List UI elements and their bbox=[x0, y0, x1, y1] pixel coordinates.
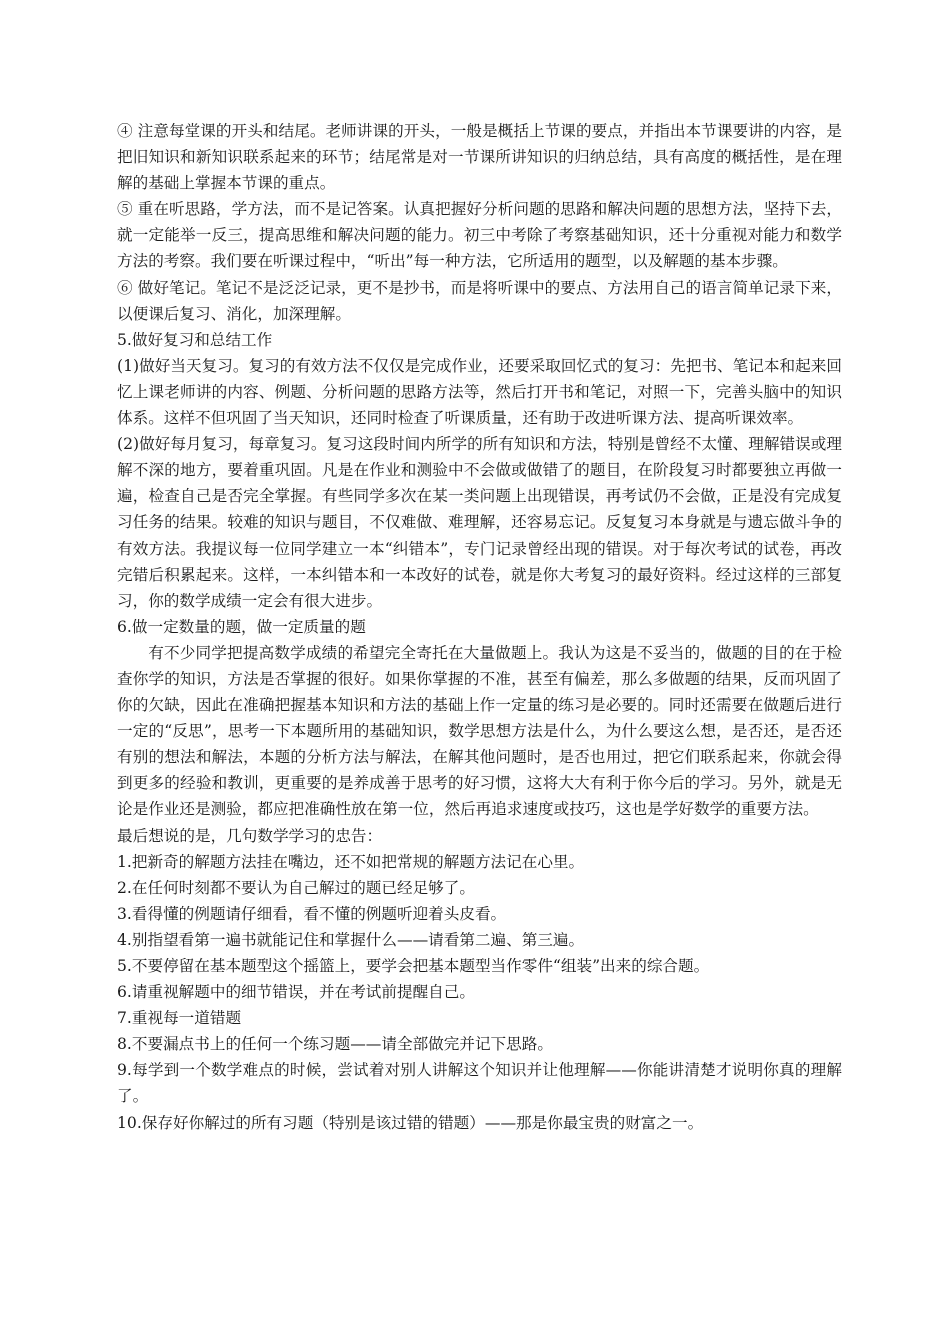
section-5-paragraph-1: (1)做好当天复习。复习的有效方法不仅仅是完成作业，还要采取回忆式的复习：先把书、笔记本和起来回忆上课老师讲的内容、例题、分析问题的思路方法等，然后打开书和笔记，对照一下，完善头脑中的知识体系。这样不但巩固了当天知识，还同时检查了听课质量，还有助于改进听课方法、提高听课效率。 bbox=[117, 356, 842, 428]
advice-item-2: 2.在任何时刻都不要认为自己解过的题已经足够了。 bbox=[117, 878, 475, 897]
advice-item-5: 5.不要停留在基本题型这个摇篮上，要学会把基本题型当作零件“组装”出来的综合题。 bbox=[117, 957, 710, 975]
tip-4-paragraph: ④ 注意每堂课的开头和结尾。老师讲课的开头，一般是概括上节课的要点，并指出本节课要讲的内容，是把旧知识和新知识联系起来的环节；结尾常是对一节课所讲知识的归纳总结，具有高度的概括性，是在理解的基础上掌握本节课的重点。 bbox=[117, 122, 842, 193]
advice-item-10: 10.保存好你解过的所有习题（特别是该过错的错题）——那是你最宝贵的财富之一。 bbox=[117, 1113, 704, 1132]
section-6-heading: 6.做一定数量的题，做一定质量的题 bbox=[117, 617, 366, 636]
advice-item-7: 7.重视每一道错题 bbox=[117, 1009, 242, 1028]
advice-intro: 最后想说的是，几句数学学习的忠告： bbox=[117, 826, 383, 845]
tip-5-paragraph: ⑤ 重在听思路，学方法，而不是记答案。认真把握好分析问题的思路和解决问题的思想方法，坚持下去，就一定能举一反三，提高思维和解决问题的能力。初三中考除了考察基础知识，还十分重视对能力和数学方法的考察。我们要在听课过程中，“听出”每一种方法，它所适用的题型，以及解题的基本步骤。 bbox=[117, 200, 842, 271]
section-5-heading: 5.做好复习和总结工作 bbox=[117, 330, 273, 349]
advice-item-6: 6.请重视解题中的细节错误，并在考试前提醒自己。 bbox=[117, 983, 475, 1002]
advice-item-9: 9.每学到一个数学难点的时候，尝试着对别人讲解这个知识并让他理解——你能讲清楚才说明你真的理解了。 bbox=[117, 1061, 842, 1106]
advice-item-1: 1.把新奇的解题方法挂在嘴边，还不如把常规的解题方法记在心里。 bbox=[117, 852, 585, 871]
advice-item-8: 8.不要漏点书上的任何一个练习题——请全部做完并记下思路。 bbox=[117, 1035, 553, 1054]
advice-item-3: 3.看得懂的例题请仔细看，看不懂的例题听迎着头皮看。 bbox=[117, 904, 507, 923]
section-5-paragraph-2: (2)做好每月复习，每章复习。复习这段时间内所学的所有知识和方法，特别是曾经不太懂、理解错误或理解不深的地方，要着重巩固。凡是在作业和测验中不会做或做错了的题目，在阶段复习时都要独立再做一遍，检查自己是否完全掌握。有些同学多次在某一类问题上出现错误，再考试仍不会做，正是没有完成复习任务的结果。较难的知识与题目，不仅难做、难理解，还容易忘记。反复复习本身就是与遗忘做斗争的有效方法。我提议每一位同学建立一本“纠错本”，专门记录曾经出现的错误。对于每次考试的试卷，再改完错后积累起来。这样，一本纠错本和一本改好的试卷，就是你大考复习的最好资料。经过这样的三部复习，你的数学成绩一定会有很大进步。 bbox=[117, 435, 842, 610]
section-6-paragraph: 有不少同学把提高数学成绩的希望完全寄托在大量做题上。我认为这是不妥当的，做题的目的在于检查你学的知识，方法是否掌握的很好。如果你掌握的不准，甚至有偏差，那么多做题的结果，反而巩固了你的欠缺，因此在准确把握基本知识和方法的基础上作一定量的练习是必要的。同时还需要在做题后进行一定的“反思”，思考一下本题所用的基础知识，数学思想方法是什么，为什么要这么想，是否还，是否还有别的想法和解法，本题的分析方法与解法，在解其他问题时，是否也用过，把它们联系起来，你就会得到更多的经验和教训，更重要的是养成善于思考的好习惯，这将大大有利于你今后的学习。另外，就是无论是作业还是测验，都应把准确性放在第一位，然后再追求速度或技巧，这也是学好数学的重要方法。 bbox=[117, 643, 842, 819]
document-page bbox=[117, 118, 842, 1136]
advice-item-4: 4.别指望看第一遍书就能记住和掌握什么——请看第二遍、第三遍。 bbox=[117, 930, 585, 949]
tip-6-paragraph: ⑥ 做好笔记。笔记不是泛泛记录，更不是抄书，而是将听课中的要点、方法用自己的语言简单记录下来，以便课后复习、消化，加深理解。 bbox=[117, 278, 842, 323]
